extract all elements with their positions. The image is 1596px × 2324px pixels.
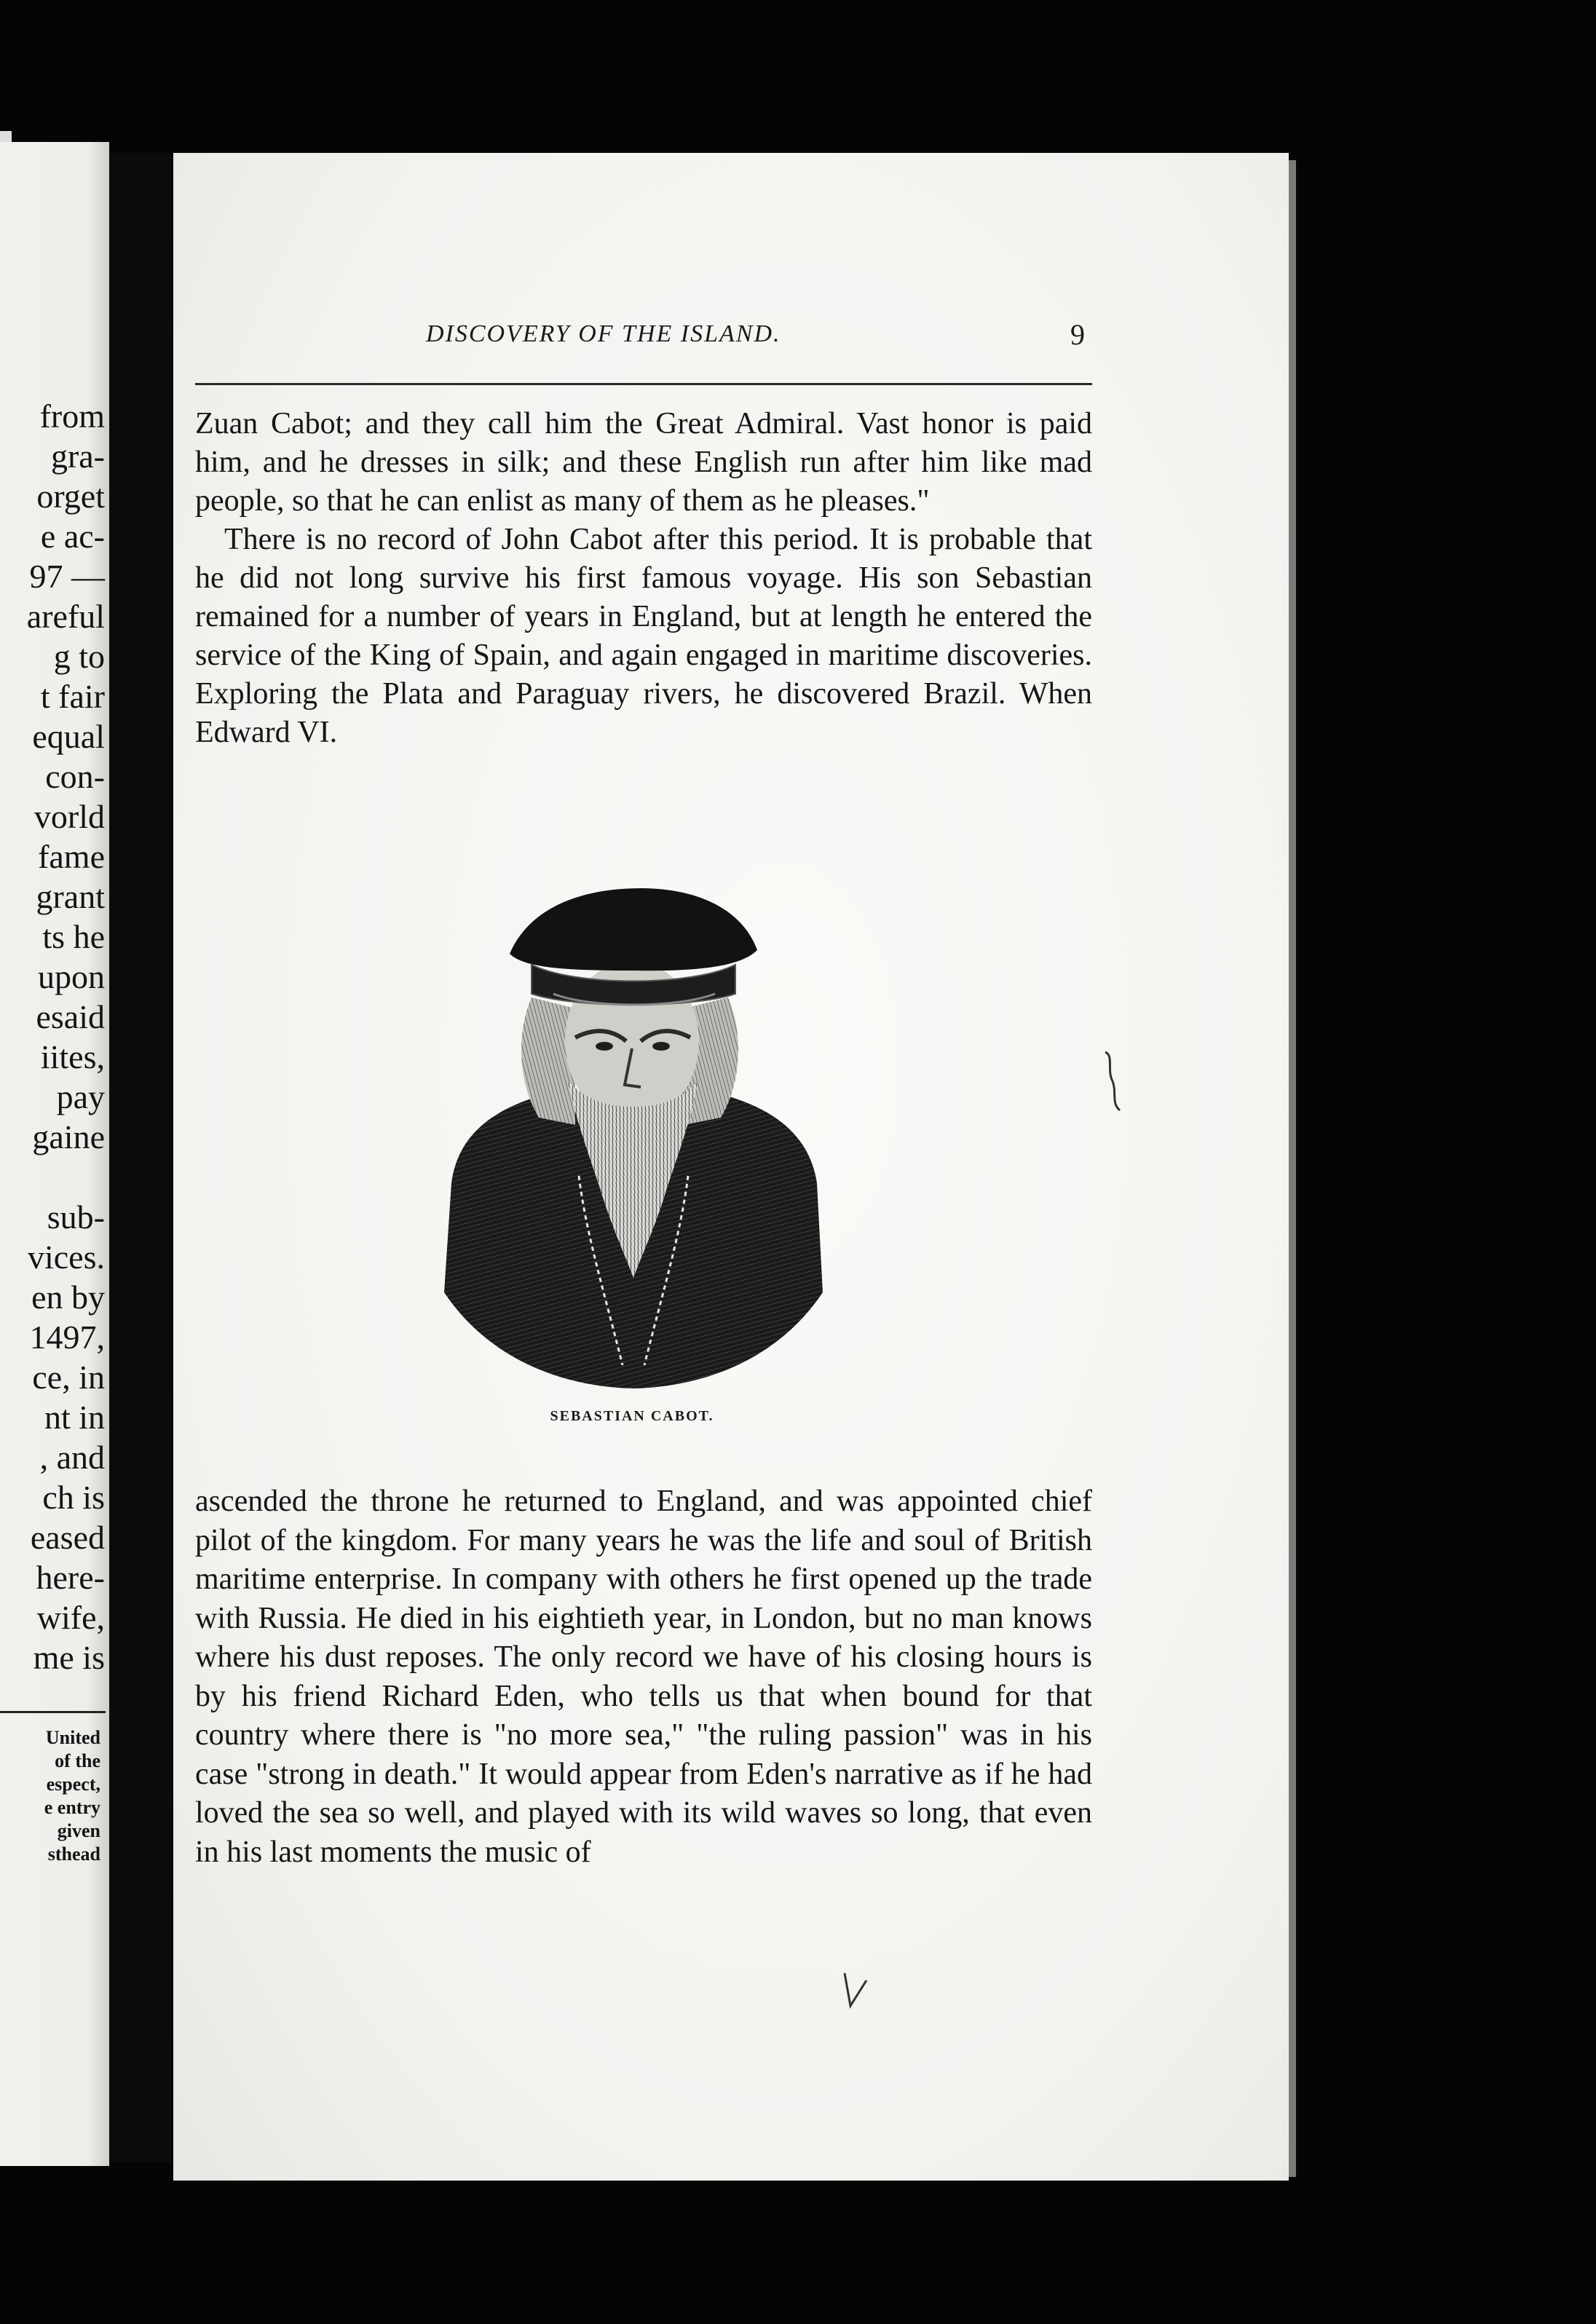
book-gutter [109, 153, 171, 2162]
previous-page-line: from [39, 398, 105, 435]
previous-page-line: pay [56, 1078, 105, 1115]
previous-page-line: here- [36, 1559, 105, 1596]
previous-page-line: g to [53, 638, 105, 675]
previous-page-footnote-line: given [57, 1820, 100, 1841]
paragraph: Zuan Cabot; and they call him the Great Admiral. Vast honor is paid him, and he dresses in silk; and these English run after him like mad people, so that he can enlist as many of them as he pleases." [195, 407, 1092, 518]
previous-page-footnote-line: sthead [47, 1843, 100, 1865]
previous-page-line: en by [31, 1278, 105, 1316]
previous-page-footnote-line: e entry [44, 1797, 100, 1818]
previous-page-footnote-line: of the [55, 1750, 100, 1771]
running-header: DISCOVERY OF THE ISLAND. [426, 320, 781, 347]
body-text-top [195, 405, 1092, 752]
paragraph: ascended the throne he returned to England, and was appointed chief pilot of the kingdom. For many years he was the life and soul of British maritime enterprise. In company with others he first opened up the trade with Russia. He died in his eightieth year, in London, but no man knows where his dust reposes. The only record we have of his closing hours is by his friend Richard Eden, who tells us that when bound for that country where there is "no more sea," "the ruling passion" was in his case "strong in death." It would appear from Eden's narrative as if he had loved the sea so well, and played with its wild waves so long, that even in his last moments the music of [195, 1485, 1092, 1869]
previous-page-line: con- [45, 758, 105, 795]
previous-page-line: orget [36, 478, 105, 515]
previous-page-line: fame [38, 838, 105, 875]
previous-page-line: gra- [50, 438, 105, 475]
previous-page-line: esaid [36, 998, 105, 1035]
pencil-mark [1099, 1048, 1129, 1114]
header-rule [195, 383, 1092, 385]
previous-page-line: , and [39, 1439, 105, 1476]
previous-page-line: e ac- [40, 518, 105, 555]
previous-page-line: areful [26, 598, 105, 635]
page-edge [1289, 160, 1296, 2177]
previous-page-line: 1497, [29, 1319, 105, 1356]
previous-page-line: ce, in [32, 1359, 105, 1396]
previous-page-footnote-line: United [45, 1727, 100, 1748]
previous-page-line: upon [38, 958, 105, 995]
previous-page-line: nt in [44, 1399, 105, 1436]
previous-page-line: eased [30, 1519, 105, 1556]
page-number: 9 [1070, 318, 1085, 351]
previous-page-footnote-rule [0, 1711, 106, 1713]
paragraph: There is no record of John Cabot after this period. It is probable that he did not long survive his first famous voyage. His son Sebastian remained for a number of years in England, but at length he entered the service of the King of Spain, and again engaged in maritime discoveries. Exploring the Plata and Paraguay rivers, he discovered Brazil. When Edward VI. [195, 523, 1092, 749]
previous-page-line: wife, [36, 1599, 105, 1636]
previous-page-line: t fair [40, 678, 105, 715]
previous-page-line: grant [36, 878, 105, 915]
portrait-engraving [430, 885, 837, 1394]
previous-page-line: ch is [42, 1479, 105, 1516]
pencil-check-mark [837, 1966, 874, 2017]
previous-page-line: gaine [32, 1118, 105, 1155]
previous-page-footnote-line: espect, [46, 1774, 100, 1795]
previous-page-line: ts he [42, 918, 105, 955]
body-text-bottom [195, 1482, 1092, 1872]
figure-caption: SEBASTIAN CABOT. [550, 1408, 714, 1424]
previous-page-line: 97 — [29, 558, 105, 595]
previous-page-line: me is [33, 1639, 105, 1676]
previous-page-line: vorld [33, 798, 105, 835]
previous-page-line: sub- [47, 1198, 105, 1236]
previous-page-line: vices. [27, 1238, 105, 1276]
previous-page-line: iites, [40, 1038, 105, 1075]
previous-page-line: equal [32, 718, 105, 755]
